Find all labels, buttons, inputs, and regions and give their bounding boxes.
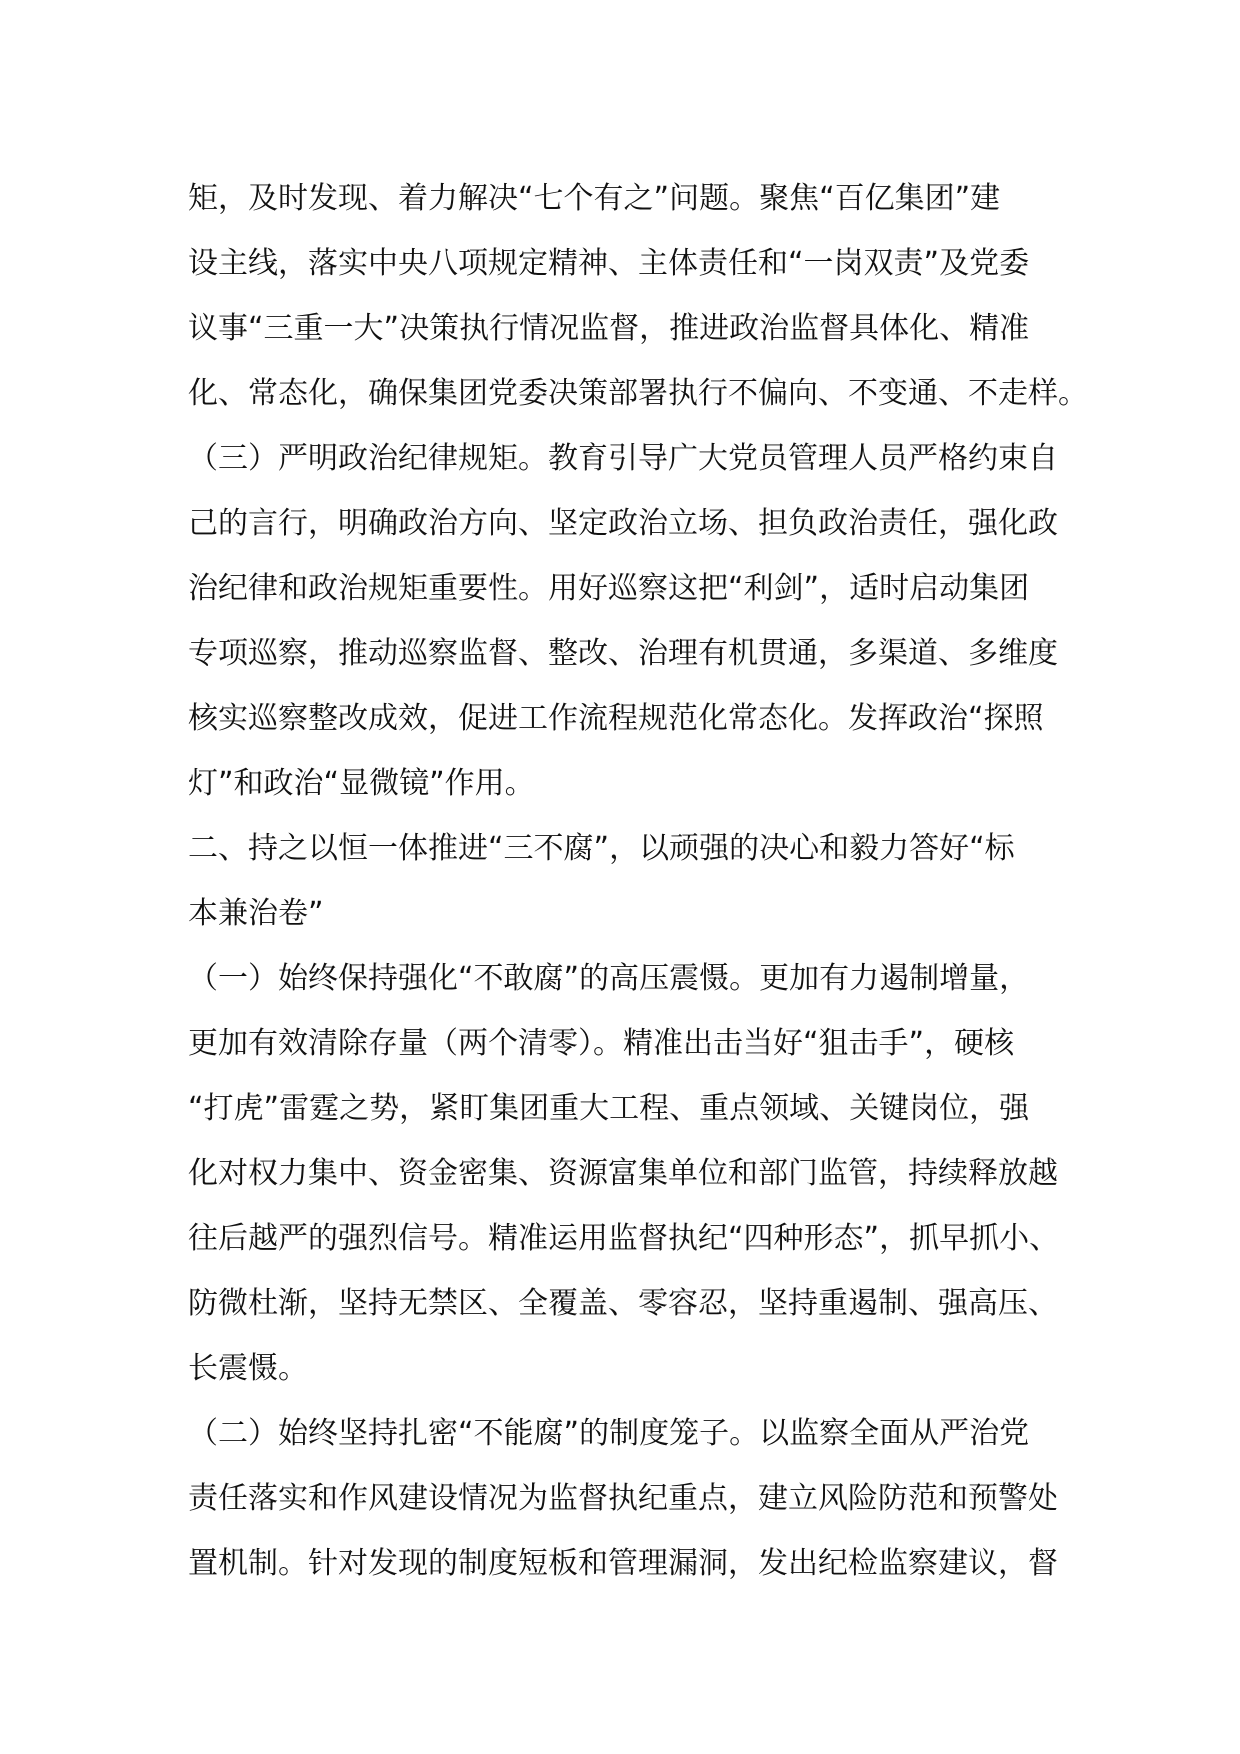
- document-body: [188, 166, 1088, 1596]
- text-line: 本兼治卷”: [188, 896, 324, 931]
- text-line: 灯”和政治“显微镜”作用。: [188, 766, 535, 801]
- text-line: 专项巡察，推动巡察监督、整改、治理有机贯通，多渠道、多维度: [188, 636, 1058, 671]
- text-line: 化对权力集中、资金密集、资源富集单位和部门监管，持续释放越: [188, 1156, 1058, 1191]
- text-line: “打虎”雷霆之势，紧盯集团重大工程、重点领域、关键岗位，强: [188, 1091, 1030, 1126]
- text-line: 议事“三重一大”决策执行情况监督，推进政治监督具体化、精准: [188, 311, 1030, 346]
- text-line: 矩，及时发现、着力解决“七个有之”问题。聚焦“百亿集团”建: [188, 181, 1001, 216]
- text-line: 化、常态化，确保集团党委决策部署执行不偏向、不变通、不走样。: [188, 376, 1088, 411]
- text-line: 防微杜渐，坚持无禁区、全覆盖、零容忍，坚持重遏制、强高压、: [188, 1286, 1058, 1321]
- text-line: 治纪律和政治规矩重要性。用好巡察这把“利剑”，适时启动集团: [188, 571, 1030, 606]
- text-line: 往后越严的强烈信号。精准运用监督执纪“四种形态”，抓早抓小、: [188, 1221, 1060, 1256]
- section-heading-2: （二）始终坚持扎密“不能腐”的制度笼子。以监察全面从严治党: [188, 1416, 1030, 1451]
- text-line: 设主线，落实中央八项规定精神、主体责任和“一岗双责”及党委: [188, 246, 1030, 281]
- section-heading-3: （三）严明政治纪律规矩。教育引导广大党员管理人员严格约束自: [188, 441, 1058, 476]
- text-line: 更加有效清除存量（两个清零）。精准出击当好“狙击手”，硬核: [188, 1026, 1015, 1061]
- text-line: 长震慑。: [188, 1351, 308, 1386]
- text-line: 核实巡察整改成效，促进工作流程规范化常态化。发挥政治“探照: [188, 701, 1044, 736]
- text-line: 责任落实和作风建设情况为监督执纪重点，建立风险防范和预警处: [188, 1481, 1058, 1516]
- chapter-heading-2: 二、持之以恒一体推进“三不腐”，以顽强的决心和毅力答好“标: [188, 831, 1015, 866]
- text-line: 置机制。针对发现的制度短板和管理漏洞，发出纪检监察建议，督: [188, 1546, 1058, 1581]
- section-heading-1: （一）始终保持强化“不敢腐”的高压震慑。更加有力遏制增量，: [188, 961, 1030, 996]
- text-line: 己的言行，明确政治方向、坚定政治立场、担负政治责任，强化政: [188, 506, 1058, 541]
